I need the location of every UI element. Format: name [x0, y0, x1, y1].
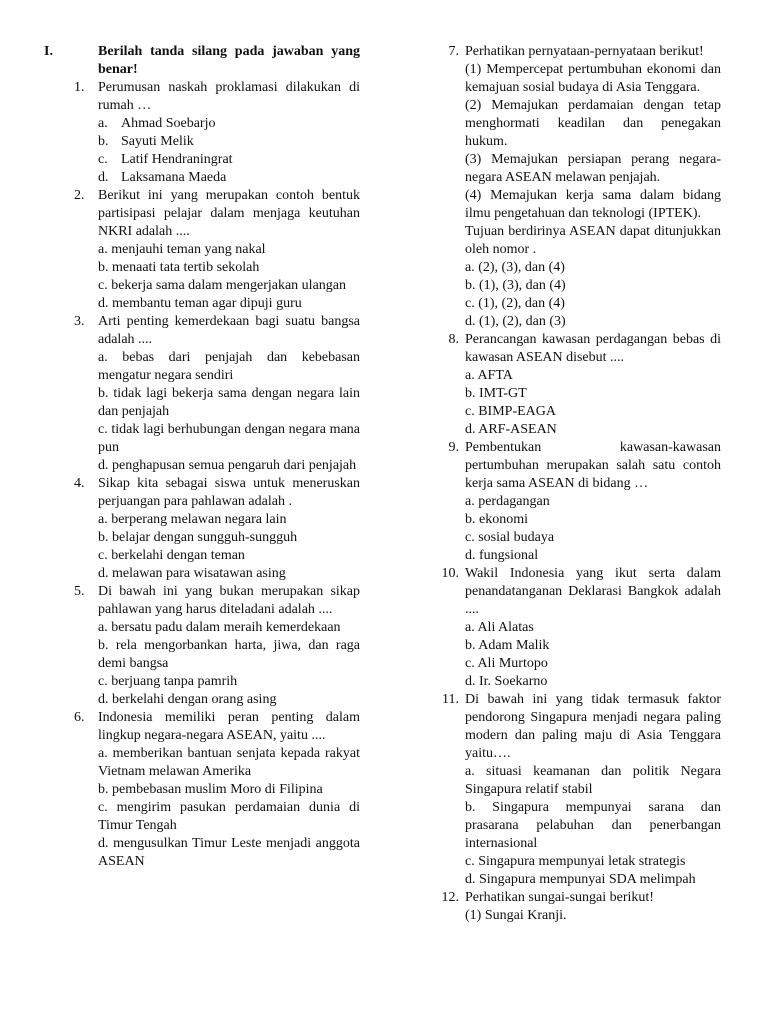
answer-option[interactable]: b. Singapura mempunyai sarana dan prasarana pelabuhan dan penerbangan internasional	[465, 800, 721, 851]
question-number-text: 12.	[441, 890, 459, 905]
question-number	[433, 889, 459, 925]
option-text: Laksamana Maeda	[121, 170, 227, 185]
answer-option[interactable]: b. pembebasan muslim Moro di Filipina	[98, 782, 323, 797]
question-number	[433, 565, 459, 691]
answer-option[interactable]: c. BIMP-EAGA	[465, 404, 556, 419]
answer-option[interactable]	[98, 133, 360, 151]
option-text: Sayuti Melik	[121, 134, 194, 149]
right-column	[433, 43, 721, 925]
question-body	[459, 565, 721, 691]
question-item	[433, 565, 721, 691]
question-number	[433, 691, 459, 889]
question-item	[433, 331, 721, 439]
answer-option[interactable]: b. (1), (3), dan (4)	[465, 278, 566, 293]
right-question-list	[433, 43, 721, 925]
answer-option[interactable]: c. Singapura mempunyai letak strategis	[465, 854, 686, 869]
answer-option[interactable]: d. Ir. Soekarno	[465, 674, 548, 689]
question-number-text: 11.	[442, 692, 459, 707]
option-letter: a.	[98, 116, 108, 131]
question-body	[459, 889, 721, 925]
answer-option[interactable]: c. tidak lagi berhubungan dengan negara mana pun	[98, 422, 360, 455]
question-number: 3.	[74, 314, 85, 329]
question-number	[433, 331, 459, 439]
answer-option[interactable]: c. berjuang tanpa pamrih	[98, 674, 238, 689]
answer-option[interactable]: b. IMT-GT	[465, 386, 527, 401]
question-text: Perhatikan pernyataan-pernyataan berikut!	[465, 44, 704, 59]
question-item	[44, 79, 360, 187]
question-number: 6.	[74, 710, 85, 725]
left-column	[44, 43, 360, 871]
question-item	[44, 187, 360, 313]
answer-option[interactable]: b. menaati tata tertib sekolah	[98, 260, 260, 275]
question-text: Berikut ini yang merupakan contoh bentuk partisipasi pelajar dalam menjaga keutuhan NKRI adalah ....	[98, 188, 360, 239]
answer-option[interactable]: a. perdagangan	[465, 494, 550, 509]
option-text: Ahmad Soebarjo	[121, 116, 216, 131]
answer-option[interactable]: b. ekonomi	[465, 512, 528, 527]
question-text: Perancangan kawasan perdagangan bebas di kawasan ASEAN disebut ....	[465, 332, 721, 365]
answer-option[interactable]: d. penghapusan semua pengaruh dari penjajah	[98, 458, 357, 473]
question-number	[433, 43, 459, 331]
answer-option[interactable]: d. melawan para wisatawan asing	[98, 566, 286, 581]
question-text: Sikap kita sebagai siswa untuk meneruskan perjuangan para pahlawan adalah .	[98, 476, 360, 509]
question-number-text: 7.	[448, 44, 459, 59]
answer-option[interactable]: c. sosial budaya	[465, 530, 555, 545]
answer-option[interactable]: c. (1), (2), dan (4)	[465, 296, 565, 311]
answer-option[interactable]	[98, 169, 360, 187]
answer-option[interactable]: d. (1), (2), dan (3)	[465, 314, 566, 329]
question-body	[459, 331, 721, 439]
answer-option[interactable]: a. bersatu padu dalam meraih kemerdekaan	[98, 620, 341, 635]
question-text: Arti penting kemerdekaan bagi suatu bangsa adalah ....	[98, 314, 360, 347]
question-item	[433, 439, 721, 565]
answer-option[interactable]: a. situasi keamanan dan politik Negara Singapura relatif stabil	[465, 764, 721, 797]
answer-option[interactable]: a. berperang melawan negara lain	[98, 512, 287, 527]
question-body	[98, 583, 360, 709]
question-body	[98, 79, 360, 187]
statement-text: (4) Memajukan kerja sama dalam bidang ilmu pengetahuan dan teknologi (IPTEK).	[465, 188, 721, 221]
section-heading	[44, 43, 360, 79]
question-body	[98, 475, 360, 583]
answer-option[interactable]: b. Adam Malik	[465, 638, 550, 653]
question-item	[44, 313, 360, 475]
statement-text: (1) Sungai Kranji.	[465, 908, 567, 923]
answer-option[interactable]: c. mengirim pasukan perdamaian dunia di Timur Tengah	[98, 800, 360, 833]
answer-option[interactable]: b. rela mengorbankan harta, jiwa, dan raga demi bangsa	[98, 638, 360, 671]
answer-option[interactable]: d. mengusulkan Timur Leste menjadi anggota ASEAN	[98, 836, 360, 869]
question-body	[98, 187, 360, 313]
answer-option[interactable]: c. berkelahi dengan teman	[98, 548, 245, 563]
answer-option[interactable]: a. Ali Alatas	[465, 620, 534, 635]
question-number: 4.	[74, 476, 85, 491]
answer-option[interactable]	[98, 115, 360, 133]
question-body	[98, 313, 360, 475]
question-text: Di bawah ini yang tidak termasuk faktor pendorong Singapura menjadi negara paling modern dan paling maju di Asia Tenggara yaitu….	[465, 692, 721, 761]
question-item	[433, 43, 721, 331]
question-text: Pembentukan kawasan-kawasan pertumbuhan merupakan salah satu contoh kerja sama ASEAN di bidang …	[465, 440, 721, 491]
option-text: Latif Hendraningrat	[121, 152, 233, 167]
section-title: Berilah tanda silang pada jawaban yang benar!	[98, 44, 360, 77]
answer-option[interactable]: d. berkelahi dengan orang asing	[98, 692, 277, 707]
question-number-text: 9.	[448, 440, 459, 455]
question-number-text: 8.	[448, 332, 459, 347]
answer-option[interactable]: d. membantu teman agar dipuji guru	[98, 296, 302, 311]
answer-option[interactable]: a. (2), (3), dan (4)	[465, 260, 565, 275]
question-number: 5.	[74, 584, 85, 599]
answer-option[interactable]: a. menjauhi teman yang nakal	[98, 242, 266, 257]
answer-option[interactable]: d. Singapura mempunyai SDA melimpah	[465, 872, 696, 887]
answer-option[interactable]: c. bekerja sama dalam mengerjakan ulangan	[98, 278, 346, 293]
left-question-list	[44, 79, 360, 871]
statement-text: (3) Memajukan persiapan perang negara-negara ASEAN melawan penjajah.	[465, 152, 721, 185]
option-letter: b.	[98, 134, 109, 149]
statement-text: Tujuan berdirinya ASEAN dapat ditunjukkan oleh nomor .	[465, 224, 721, 257]
question-text: Perumusan naskah proklamasi dilakukan di rumah …	[98, 80, 360, 113]
question-body	[98, 709, 360, 871]
section-number: I.	[44, 44, 53, 59]
question-item	[44, 709, 360, 871]
statement-text: (2) Memajukan perdamaian dengan tetap menghormati keadilan dan penegakan hukum.	[465, 98, 721, 149]
option-letter: c.	[98, 152, 108, 167]
question-number	[433, 439, 459, 565]
answer-option[interactable]: a. memberikan bantuan senjata kepada rakyat Vietnam melawan Amerika	[98, 746, 360, 779]
answer-option[interactable]: d. ARF-ASEAN	[465, 422, 557, 437]
question-text: Indonesia memiliki peran penting dalam lingkup negara-negara ASEAN, yaitu ....	[98, 710, 360, 743]
answer-option[interactable]: c. Ali Murtopo	[465, 656, 548, 671]
question-item	[44, 583, 360, 709]
answer-option[interactable]	[98, 151, 360, 169]
question-number: 2.	[74, 188, 85, 203]
question-item	[433, 889, 721, 925]
question-text: Wakil Indonesia yang ikut serta dalam penandatanganan Deklarasi Bangkok adalah ....	[465, 566, 721, 617]
question-text: Di bawah ini yang bukan merupakan sikap pahlawan yang harus diteladani adalah ....	[98, 584, 360, 617]
question-body	[459, 691, 721, 889]
answer-option[interactable]: d. fungsional	[465, 548, 539, 563]
question-item	[433, 691, 721, 889]
answer-option[interactable]: b. belajar dengan sungguh-sungguh	[98, 530, 298, 545]
question-text: Perhatikan sungai-sungai berikut!	[465, 890, 654, 905]
statement-text: (1) Mempercepat pertumbuhan ekonomi dan kemajuan sosial budaya di Asia Tenggara.	[465, 62, 721, 95]
answer-option[interactable]: b. tidak lagi bekerja sama dengan negara lain dan penjajah	[98, 386, 360, 419]
question-body	[459, 439, 721, 565]
question-item	[44, 475, 360, 583]
question-body	[459, 43, 721, 331]
answer-option[interactable]: a. AFTA	[465, 368, 513, 383]
answer-option[interactable]: a. bebas dari penjajah dan kebebasan mengatur negara sendiri	[98, 350, 360, 383]
option-letter: d.	[98, 170, 109, 185]
question-number: 1.	[74, 80, 85, 95]
question-number-text: 10.	[441, 566, 459, 581]
